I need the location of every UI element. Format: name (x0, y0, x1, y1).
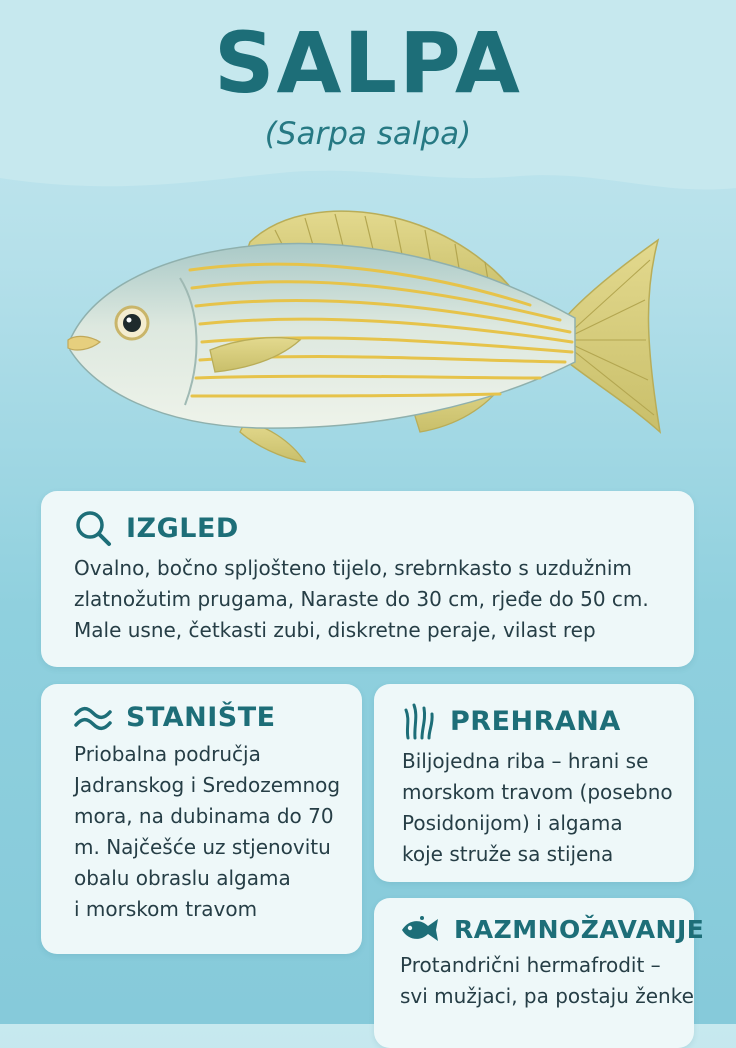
card-diet-title: PREHRANA (450, 705, 621, 737)
card-appearance-header (74, 509, 694, 547)
card-appearance-title: IZGLED (126, 512, 239, 544)
search-icon (74, 509, 112, 547)
scientific-name: (Sarpa salpa) (264, 116, 472, 152)
card-reproduction (374, 898, 705, 1048)
salpa-fish-illustration (60, 200, 680, 470)
card-diet-text: Biljojedna riba – hrani se morskom travom (posebno Posidonijom) i algama koje struže sa stijena (402, 749, 673, 866)
seagrass-icon (402, 702, 436, 740)
card-reproduction-title: RAZMNOŽAVANJE (454, 914, 705, 944)
card-reproduction-header (400, 914, 705, 944)
page-title: SALPA (214, 14, 522, 112)
card-habitat (41, 684, 362, 954)
card-appearance-text: Ovalno, bočno spljošteno tijelo, srebrnkasto s uzdužnim zlatnožutim prugama, Naraste do 30 cm, rjeđe do 50 cm. Male usne, četkasti zubi, diskretne peraje, vilast rep (74, 556, 649, 642)
card-diet (374, 684, 694, 882)
fish-icon (400, 914, 440, 944)
card-habitat-title: STANIŠTE (126, 702, 276, 733)
waves-icon (74, 703, 112, 733)
card-diet-header (402, 702, 694, 740)
card-habitat-text: Priobalna područja Jadranskog i Sredozemnog mora, na dubinama do 70 m. Najčešće uz stjenovitu obalu obraslu algama i morskom travom (74, 742, 341, 921)
card-habitat-header (74, 702, 362, 733)
card-reproduction-text: Protandrični hermafrodit – svi mužjaci, pa postaju ženke (400, 953, 694, 1008)
card-appearance (41, 491, 694, 667)
